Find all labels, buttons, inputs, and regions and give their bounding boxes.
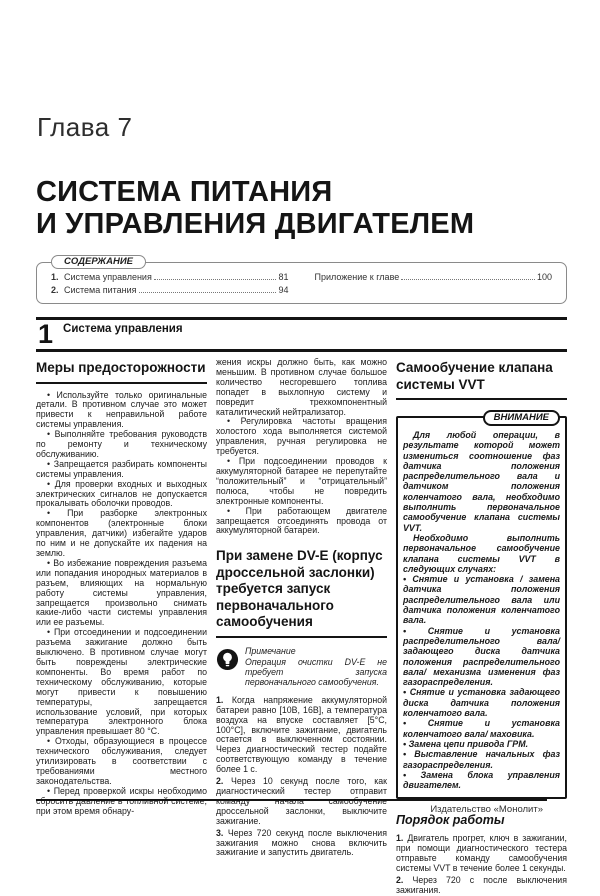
step-item: [216, 696, 387, 775]
attention-tab-label: ВНИМАНИЕ: [483, 410, 560, 426]
page-title-line1: СИСТЕМА ПИТАНИЯ: [36, 176, 333, 208]
work-order-heading: Порядок работы: [396, 813, 505, 828]
body-paragraph: • Перед проверкой искры необходимо сбросить давление в топливной системе, при этом время обнару-: [36, 785, 207, 816]
toc-item-label: Система управления: [64, 272, 152, 282]
step-item: [216, 829, 387, 859]
step-number: 1.: [216, 694, 224, 705]
toc-item-number: 2.: [51, 285, 59, 295]
note-block: [216, 646, 387, 687]
attention-paragraph: Необходимо выполнить первоначальное самообучение клапана системы VVT в следующих случаях:: [403, 532, 560, 574]
step-number: 2.: [396, 875, 404, 886]
toc-item-control-system: [51, 271, 289, 284]
body-paragraph: • При подсоединении проводов к аккумуляторной батарее не перепутайте “положительный” и “отрицательный” полюса, чтобы не повредить электронные компоненты.: [216, 456, 387, 506]
toc-column-right: [315, 271, 553, 297]
attention-bullet: • Выставление начальных фаз газораспределения.: [403, 749, 560, 770]
toc-columns: [51, 271, 552, 297]
page-title: [36, 176, 474, 240]
body-paragraph: • При работающем двигателе запрещается отсоединять провода от аккумуляторной батареи.: [216, 505, 387, 536]
attention-bullet: • Снятие и установка / замена датчика положения распределительного вала или датчика положения коленчатого вала.: [403, 574, 560, 626]
toc-item-label: Приложение к главе: [314, 272, 400, 282]
toc-page-number: 100: [536, 272, 552, 282]
toc-item-number: 1.: [51, 272, 59, 282]
body-paragraph: жения искры должно быть, как можно меньшим. В противном случае большое количество несгоревшего топлива попадет в выхлопную систему и повредит трехкомпонентный каталитический нейтрализатор.: [216, 357, 387, 417]
step-text: Через 10 секунд после того, как диагностический тестер отправит команду начала самообучение дроссельной заслонки, выключите зажигание.: [216, 776, 387, 826]
toc-dot-leader: [401, 279, 535, 280]
toc-tab-label: СОДЕРЖАНИЕ: [51, 255, 146, 269]
toc-column-left: [51, 271, 289, 297]
attention-bullet: • Замена блока управления двигателем.: [403, 769, 560, 791]
attention-bullet: • Замена цепи привода ГРМ.: [403, 738, 529, 749]
step-text: Двигатель прогрет, ключ в зажигании, при помощи диагностического тестера отправьте команду самообучения системы VVT в течение более 1 секунды.: [396, 833, 567, 874]
body-paragraph: • Используйте только оригинальные детали. В противном случае это может привести к неправильной работе системы управления.: [36, 389, 207, 430]
dv-e-replacement-heading: При замене DV-E (корпус дроссельной заслонки) требуется запуск первоначального самообучения: [216, 548, 387, 638]
body-paragraph: • Во избежание повреждения разъема или попадания инородных материалов в разъем, влияющих на нормальную работу системы управления, запрещается произвольно снимать какие-либо части системы управления или ее разъемы.: [36, 557, 207, 628]
toc-item-appendix: [315, 271, 553, 284]
toc-page-number: 94: [278, 285, 289, 295]
step-text: Когда напряжение аккумуляторной батареи равно [10В, 16В], а температура воздуха на впуске составляет [5°C, 100°C], включите зажигание, двигатель остается в выключенном состоянии. Через диагностический тестер подайте соответствующую команду в течение более 1 с.: [216, 694, 387, 775]
body-paragraph: • При разборке электронных компонентов (электронные блоки управления, датчики) избегайте ударов по ним и не допускайте их падения на землю.: [36, 508, 207, 558]
lightbulb-note-icon: [216, 648, 239, 671]
step-number: 3.: [216, 827, 224, 838]
safety-precautions-heading: Меры предосторожности: [36, 360, 207, 384]
section-title: Система управления: [63, 323, 183, 335]
toc-dot-leader: [154, 279, 277, 280]
section-number: 1: [38, 319, 54, 349]
publisher-label: Издательство «Монолит»: [430, 804, 543, 815]
step-number: 2.: [216, 776, 224, 787]
step-item: [396, 834, 567, 874]
step-text: Через 720 секунд после выключения зажигания можно снова включить зажигание и запустить двигатель.: [216, 827, 387, 858]
step-item: [216, 777, 387, 827]
toc-item-fuel-system: [51, 284, 289, 297]
column-left: [36, 358, 207, 816]
column-middle: [216, 357, 387, 858]
step-item: [396, 876, 567, 896]
step-text: Через 720 с после выключения зажигания.: [396, 875, 567, 895]
note-text: Операция очистки DV-E не требует запуска первоначального самообучения.: [245, 656, 387, 687]
body-paragraph: • Регулировка частоты вращения холостого хода выполняется системой управления, ручная регулировка не требуется.: [216, 416, 387, 457]
chapter-label: Глава 7: [37, 112, 133, 142]
note-label: Примечание: [245, 645, 296, 656]
body-paragraph: • Отходы, образующиеся в процессе технического обслуживания, следует утилизировать в соответствии с требованиями местного законодательства.: [36, 736, 207, 786]
body-paragraph: • Выполняйте требования руководств по ремонту и техническому обслуживанию.: [36, 429, 207, 459]
attention-bullet: • Снятие и установка распределительного вала/ задающего диска датчика положения распределительного вала/ механизма изменения фаз газораспределения.: [403, 625, 560, 688]
attention-bullet: • Снятие и установка задающего диска датчика положения коленчатого вала.: [403, 687, 560, 719]
toc-page-number: 81: [278, 272, 289, 282]
body-paragraph: • При отсоединении и подсоединении разъема зажигание должно быть выключено. В противном случае могут быть повреждены электрические компоненты. Во время работ по техническому обслуживанию, которые могут привести к повышению температуры, запрещается использование условий, при которых температура электронного блока управления превышает 80 °C.: [36, 627, 207, 737]
vvt-self-learning-heading: Самообучение клапана системы VVT: [396, 360, 567, 400]
toc-box: [36, 256, 567, 304]
step-number: 1.: [396, 833, 404, 844]
footer-rule: [36, 799, 547, 801]
page-title-line2: И УПРАВЛЕНИЯ ДВИГАТЕЛЕМ: [36, 208, 475, 240]
attention-paragraph: Для любой операции, в результате которой может измениться соотношение фаз датчика положения распределительного вала и датчиком положения коленчатого вала, необходимо выполнить первоначальное самообучение клапана системы VVT.: [403, 430, 560, 533]
attention-bullet: • Снятие и установка коленчатого вала/ маховика.: [403, 718, 560, 739]
body-paragraph: • Для проверки входных и выходных электрических сигналов не допускается прокалывать оболочки проводов.: [36, 478, 207, 509]
section-header: [36, 317, 567, 352]
note-body: [245, 646, 387, 687]
toc-item-label: Система питания: [64, 285, 137, 295]
toc-dot-leader: [139, 292, 277, 293]
body-paragraph: • Запрещается разбирать компоненты системы управления.: [36, 458, 207, 479]
attention-box: [396, 412, 567, 799]
